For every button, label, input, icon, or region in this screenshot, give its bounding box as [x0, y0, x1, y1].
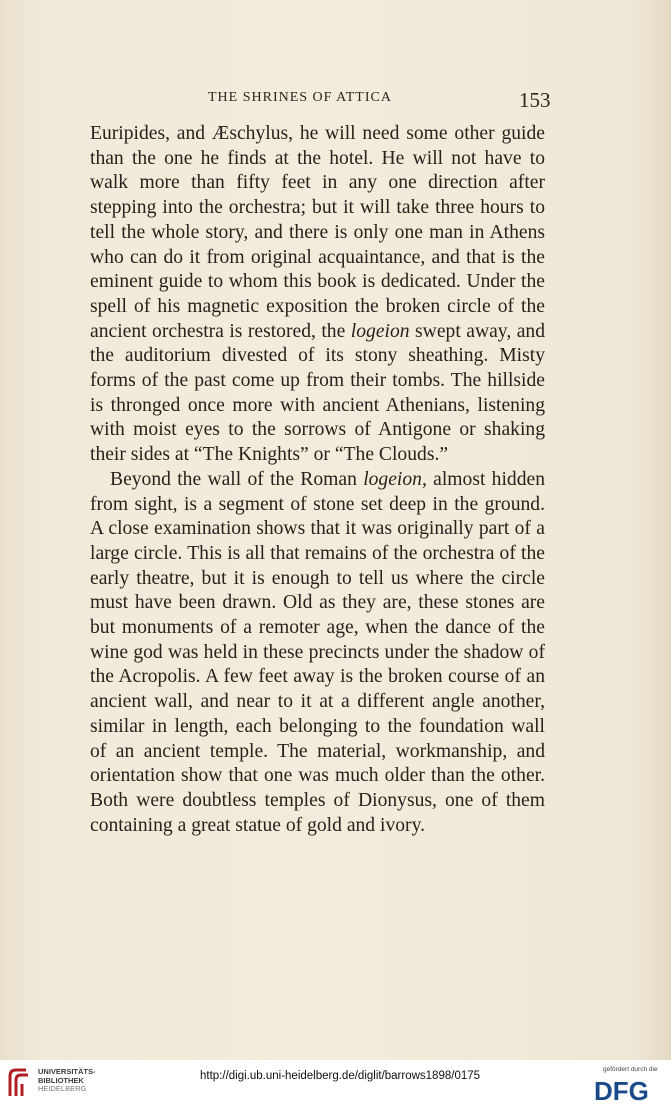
text-run: Euripides, and Æschylus, he will need some other guide than the one he finds at the hotel. He will not have to walk more than fifty feet in any one direction after stepping into the orchestra; but it will take three hours to tell the whole story, and there is only one man in Athens who can do it from original acquaintance, and that is the eminent guide to whom this book is dedicated. Under the spell of his magnetic exposition the broken circle of the ancient orchestra is restored, the [90, 123, 545, 342]
library-name-line: HEIDELBERG [38, 1084, 87, 1093]
library-logo-icon [6, 1066, 34, 1100]
body-text [90, 122, 545, 838]
text-run: almost hidden from sight, is a segment of stone set deep in the ground. A close examination shows that it was originally part of a large circle. This is all that remains of the orchestra of the early theatre, but it is enough to tell us where the circle must have been drawn. Old as they are, these stones are but monuments of a remoter age, when the dance of the wine god was held in these precincts under the shadow of the Acropolis. A few feet away is the broken course of an ancient wall, and near to it at a different angle another, similar in length, each belonging to the foundation wall of an ancient temple. The material, workmanship, and orientation show that one was much older than the other. Both were doubtless temples of Dionysus, one of them containing a great statue of gold and ivory. [90, 468, 546, 836]
paragraph [90, 122, 545, 468]
page-number: 153 [519, 88, 551, 112]
text-run: Beyond the wall of the Roman [110, 468, 364, 490]
italic-term: logeion [350, 320, 410, 342]
text-run: swept away, and the auditorium divested of its stony sheathing. Misty forms of the past come up from their tombs. The hillside is thronged once more with ancient Athenians, listening with moist eyes to the sorrows of Antigone or shaking their sides at “The Knights” or “The Clouds.” [90, 320, 545, 466]
italic-term: logeion, [363, 468, 427, 490]
library-name [38, 1068, 96, 1094]
page-header [0, 88, 671, 110]
paragraph [90, 468, 545, 839]
running-title: THE SHRINES OF ATTICA [208, 90, 392, 105]
funder-note: gefördert durch die [603, 1066, 658, 1073]
library-name-line: BIBLIOTHEK [38, 1075, 84, 1085]
dfg-logo-icon [592, 1076, 664, 1104]
library-name-line: UNIVERSITÄTS- [38, 1067, 96, 1076]
digitization-footer [0, 1060, 671, 1108]
dfg-logo-text: DFG [594, 1076, 649, 1104]
permalink-url[interactable]: http://digi.ub.uni-heidelberg.de/diglit/barrows1898/0175 [200, 1070, 481, 1082]
